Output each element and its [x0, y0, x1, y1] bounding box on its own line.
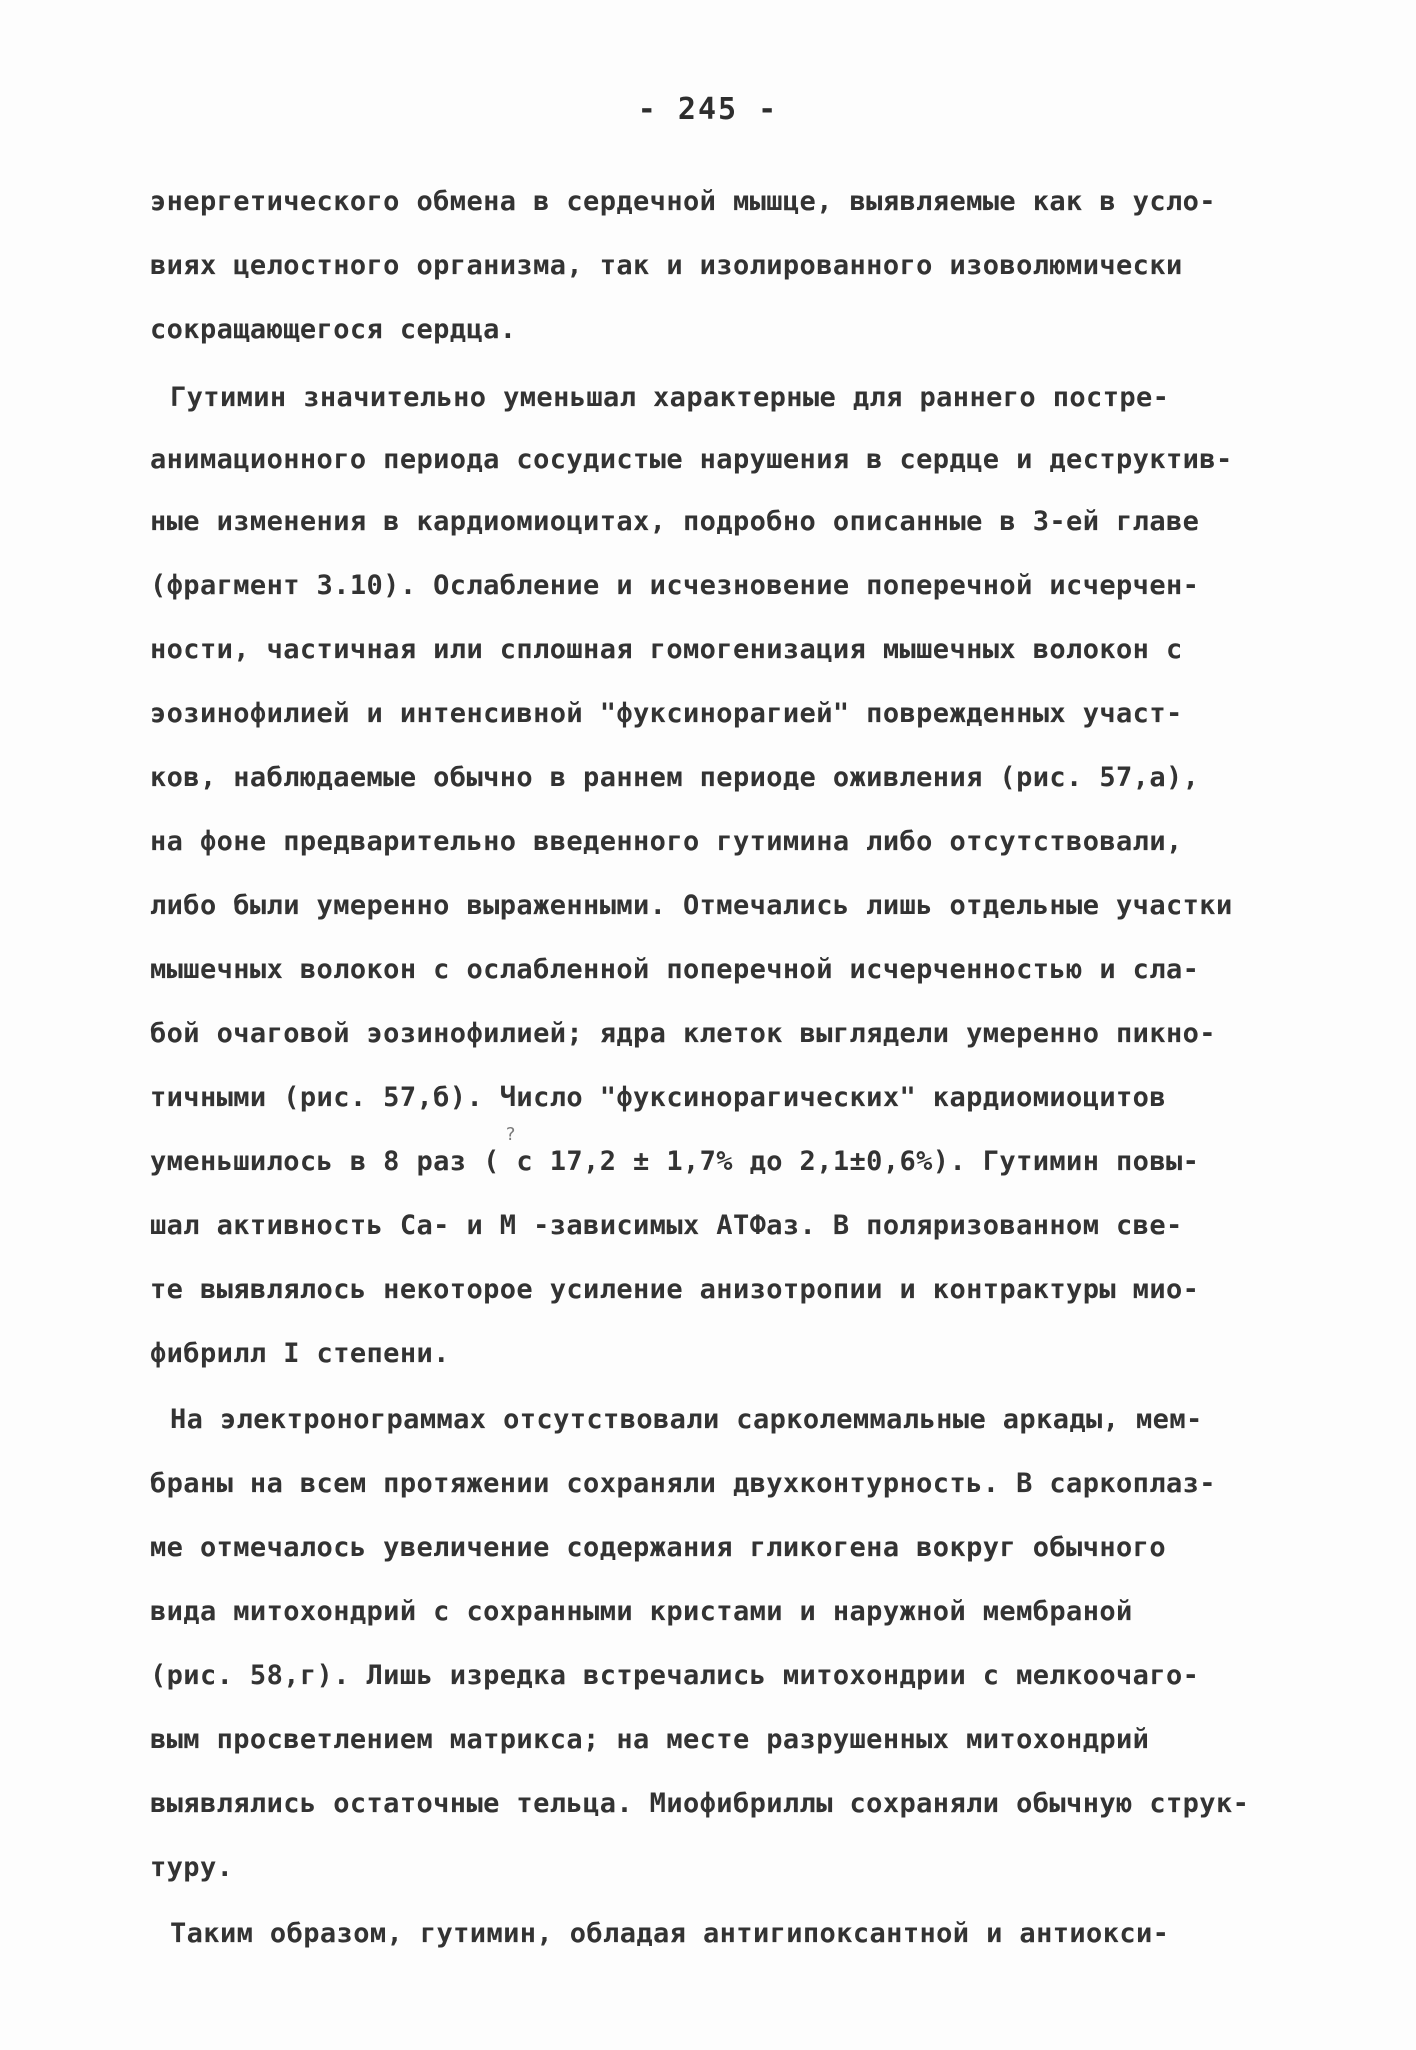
text-line: те выявлялось некоторое усиление анизотропии и контрактуры мио- — [150, 1274, 1200, 1305]
text-line: Гутимин значительно уменьшал характерные для раннего постре- — [170, 382, 1170, 413]
text-line: Таким образом, гутимин, обладая антигипоксантной и антиокси- — [170, 1918, 1170, 1949]
text-line: ности, частичная или сплошная гомогенизация мышечных волокон с — [150, 634, 1183, 665]
text-line: браны на всем протяжении сохраняли двухконтурность. В саркоплаз- — [150, 1468, 1216, 1499]
text-line: шал активность Са- и М -зависимых АТФаз. В поляризованном све- — [150, 1210, 1183, 1241]
text-line: анимационного периода сосудистые нарушения в сердце и деструктив- — [150, 444, 1233, 475]
text-line: мышечных волокон с ослабленной поперечной исчерченностью и сла- — [150, 954, 1200, 985]
handwritten-mark: ? — [505, 1124, 516, 1145]
text-line: На электронограммах отсутствовали сарколеммальные аркады, мем- — [170, 1404, 1203, 1435]
text-line: фибрилл I степени. — [150, 1338, 450, 1369]
text-line: либо были умеренно выраженными. Отмечались лишь отдельные участки — [150, 890, 1233, 921]
text-line: сокращающегося сердца. — [150, 314, 517, 345]
text-line: на фоне предварительно введенного гутимина либо отсутствовали, — [150, 826, 1183, 857]
text-line: ме отмечалось увеличение содержания гликогена вокруг обычного — [150, 1532, 1166, 1563]
text-line: выявлялись остаточные тельца. Миофибриллы сохраняли обычную струк- — [150, 1788, 1250, 1819]
text-line: энергетического обмена в сердечной мышце, выявляемые как в усло- — [150, 186, 1216, 217]
page-number: - 245 - — [637, 92, 779, 127]
text-line: туру. — [150, 1852, 234, 1883]
text-line: ные изменения в кардиомиоцитах, подробно описанные в 3-ей главе — [150, 506, 1200, 537]
text-line: тичными (рис. 57,б). Число "фуксинорагических" кардиомиоцитов — [150, 1082, 1166, 1113]
text-line: вым просветлением матрикса; на месте разрушенных митохондрий — [150, 1724, 1150, 1755]
text-line: ков, наблюдаемые обычно в раннем периоде оживления (рис. 57,а), — [150, 762, 1200, 793]
text-line: бой очаговой эозинофилией; ядра клеток выглядели умеренно пикно- — [150, 1018, 1216, 1049]
text-line: уменьшилось в 8 раз ( с 17,2 ± 1,7% до 2,1±0,6%). Гутимин повы- — [150, 1146, 1200, 1177]
text-line: вида митохондрий с сохранными кристами и наружной мембраной — [150, 1596, 1133, 1627]
text-line: виях целостного организма, так и изолированного изоволюмически — [150, 250, 1183, 281]
text-line: (фрагмент 3.10). Ослабление и исчезновение поперечной исчерчен- — [150, 570, 1200, 601]
text-line: эозинофилией и интенсивной "фуксинорагией" поврежденных участ- — [150, 698, 1183, 729]
text-line: (рис. 58,г). Лишь изредка встречались митохондрии с мелкоочаго- — [150, 1660, 1200, 1691]
